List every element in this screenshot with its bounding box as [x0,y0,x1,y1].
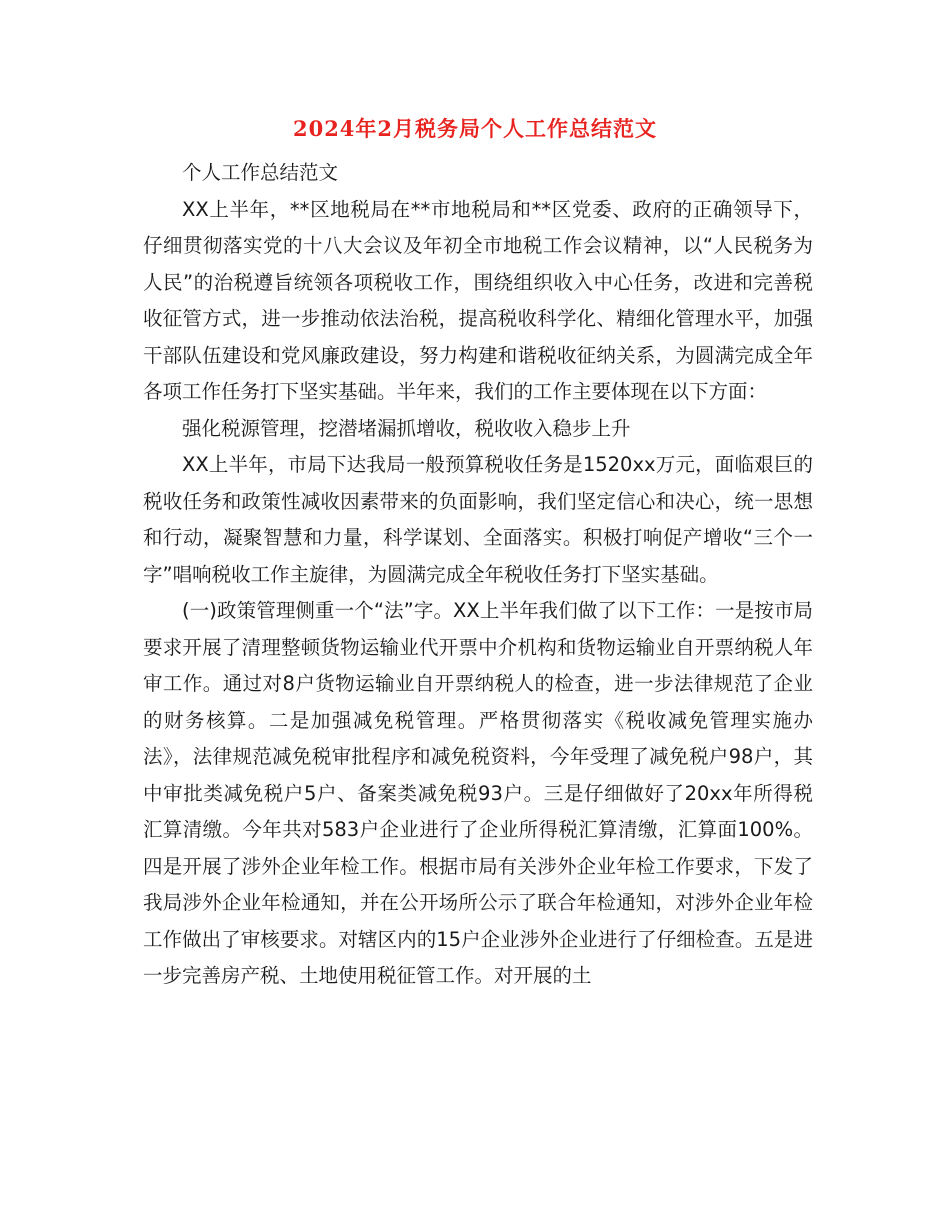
paragraph-subtitle: 个人工作总结范文 [182,161,339,184]
paragraph-revenue: XX上半年，市局下达我局一般预算税收任务是1520xx万元，面临艰巨的税收任务和政策性减收因素带来的负面影响，我们坚定信心和决心，统一思想和行动，凝聚智慧和力量，科学谋划、全面落实。积极打响促产增收“三个一字”唱响税收工作主旋律，为圆满完成全年税收任务打下坚实基础。 [143,453,813,586]
document-title: 2024年2月税务局个人工作总结范文 [292,116,658,141]
document-body [143,155,813,995]
paragraph-policy-management: (一)政策管理侧重一个“法”字。XX上半年我们做了以下工作：一是按市局要求开展了清理整顿货物运输业代开票中介机构和货物运输业自开票纳税人年审工作。通过对8户货物运输业自开票纳税人的检查，进一步法律规范了企业的财务核算。二是加强减免税管理。严格贯彻落实《税收减免管理实施办法》，法律规范减免税审批程序和减免税资料，今年受理了减免税户98户，其中审批类减免税户5户、备案类减免税93户。三是仔细做好了20xx年所得税汇算清缴。今年共对583户企业进行了企业所得税汇算清缴，汇算面100%。四是开展了涉外企业年检工作。根据市局有关涉外企业年检工作要求，下发了我局涉外企业年检通知，并在公开场所公示了联合年检通知，对涉外企业年检工作做出了审核要求。对辖区内的15户企业涉外企业进行了仔细检查。五是进一步完善房产税、土地使用税征管工作。对开展的土 [143,599,813,987]
paragraph-section-heading: 强化税源管理，挖潜堵漏抓增收，税收收入稳步上升 [182,416,631,440]
paragraph-intro: XX上半年，**区地税局在**市地税局和**区党委、政府的正确领导下，仔细贯彻落实党的十八大会议及年初全市地税工作会议精神，以“人民税务为人民”的治税遵旨统领各项税收工作，围绕组织收入中心任务，改进和完善税收征管方式，进一步推动依法治税，提高税收科学化、精细化管理水平，加强干部队伍建设和党风廉政建设，努力构建和谐税收征纳关系，为圆满完成全年各项工作任务打下坚实基础。半年来，我们的工作主要体现在以下方面： [143,197,813,403]
